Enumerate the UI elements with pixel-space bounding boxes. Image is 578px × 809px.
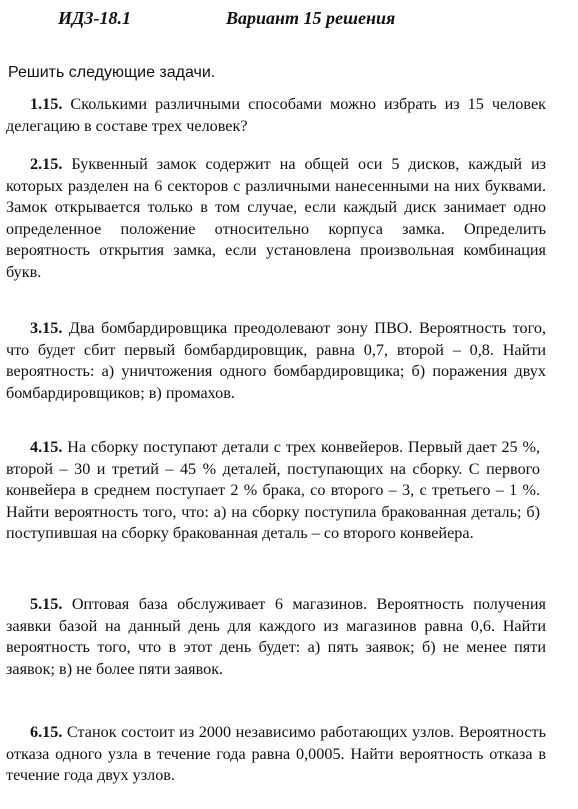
problem-text: Оптовая база обслуживает 6 магазинов. Вероятность получения заявки базой на данный день для каждого из магазинов равна 0,6. Найти вероятность того, что в этот день будет: а) пять заявок; б) не менее пяти заявок; в) не более пяти заявок.: [6, 595, 547, 678]
problem-text: Буквенный замок содержит на общей оси 5 дисков, каждый из которых разделен на 6 секторов с различными нанесенными на них буквами. Замок открывается только в том случае, если каждый диск занимает одно определенное положение относительно корпуса замка. Определить вероятность открытия замка, если установлена произвольная комбинация букв.: [6, 155, 546, 281]
problem-number: 5.15.: [30, 595, 63, 613]
problem-4: [6, 437, 540, 545]
problem-text: На сборку поступают детали с трех конвейеров. Первый дает 25 %, второй – 30 и третий – 45 % деталей, поступающих на сборку. С первого конвейера в среднем поступает 2 % брака, со второго – 3, с третьего – 1 %. Найти вероятность того, что: а) на сборку поступила бракованная деталь; б) поступившая на сборку бракованная деталь – со второго конвейера.: [6, 438, 540, 542]
problem-1: [6, 94, 546, 137]
page-header: [0, 6, 578, 34]
problem-text: Сколькими различными способами можно избрать из 15 человек делегацию в составе трех человек?: [6, 95, 546, 135]
instructions-text: Решить следующие задачи.: [8, 64, 216, 81]
problem-number: 3.15.: [30, 319, 63, 337]
problem-6: [6, 722, 546, 787]
problem-2: [6, 154, 546, 283]
problem-number: 6.15.: [30, 723, 63, 741]
problem-number: 4.15.: [30, 438, 63, 456]
problem-3: [6, 318, 546, 404]
problem-5: [6, 594, 546, 680]
problem-text: Станок состоит из 2000 независимо работающих узлов. Вероятность отказа одного узла в течение года равна 0,0005. Найти вероятность отказа в течение года двух узлов.: [6, 723, 547, 784]
header-variant-title: Вариант 15 решения: [226, 8, 396, 28]
header-assignment-code: ИДЗ-18.1: [58, 8, 131, 28]
problem-text: Два бомбардировщика преодолевают зону ПВО. Вероятность того, что будет сбит первый бомбардировщик, равна 0,7, второй – 0,8. Найти вероятность: а) уничтожения одного бомбардировщика; б) поражения двух бомбардировщиков; в) промахов.: [6, 319, 546, 402]
problem-number: 1.15.: [30, 95, 63, 113]
problem-number: 2.15.: [30, 155, 63, 173]
